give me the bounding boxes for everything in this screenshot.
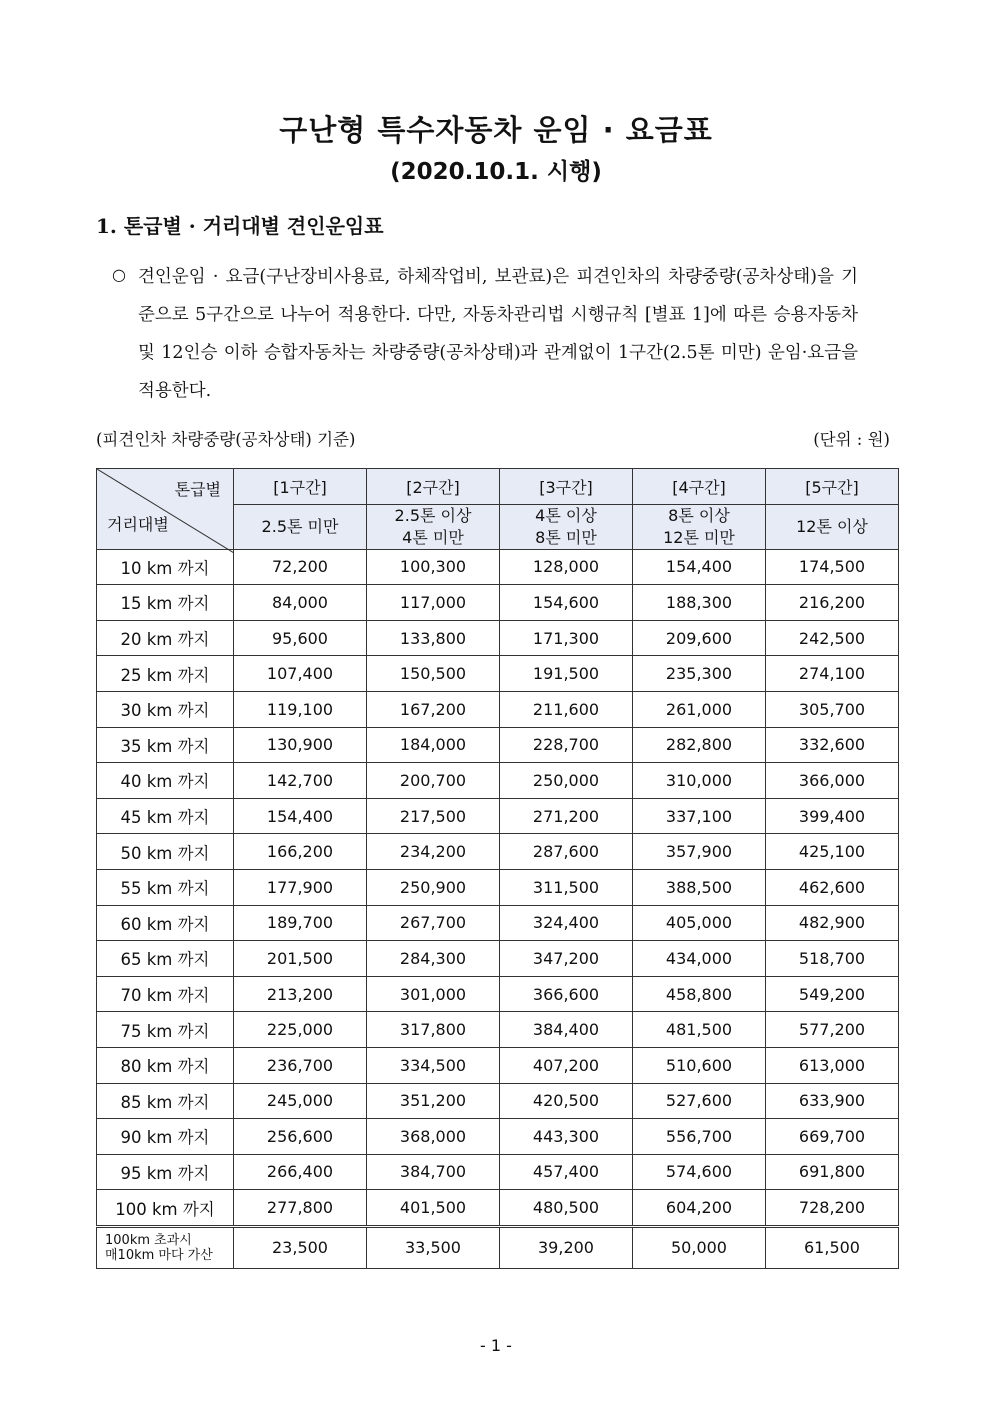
section-header-1: [1구간] xyxy=(234,469,367,505)
fare-cell: 310,000 xyxy=(633,763,766,799)
fare-cell: 211,600 xyxy=(500,691,633,727)
basis-note: (피견인차 차량중량(공차상태) 기준) xyxy=(96,430,356,449)
corner-label-tonnage: 톤급별 xyxy=(174,480,221,499)
table-row xyxy=(97,1154,899,1190)
distance-cell: 65 km 까지 xyxy=(97,941,234,977)
fare-cell: 434,000 xyxy=(633,941,766,977)
fare-cell: 209,600 xyxy=(633,620,766,656)
fare-cell: 549,200 xyxy=(766,976,899,1012)
fare-cell: 405,000 xyxy=(633,905,766,941)
table-row xyxy=(97,656,899,692)
fare-cell: 556,700 xyxy=(633,1119,766,1155)
range-header-line: 4톤 미만 xyxy=(402,527,464,547)
fare-cell: 351,200 xyxy=(367,1083,500,1119)
fare-cell: 213,200 xyxy=(234,976,367,1012)
unit-note: (단위 : 원) xyxy=(813,430,890,449)
fare-cell: 518,700 xyxy=(766,941,899,977)
distance-cell: 75 km 까지 xyxy=(97,1012,234,1048)
fare-cell: 200,700 xyxy=(367,763,500,799)
fare-cell: 457,400 xyxy=(500,1154,633,1190)
fare-cell: 305,700 xyxy=(766,691,899,727)
range-header-line: 2.5톤 미만 xyxy=(261,516,339,536)
fare-cell: 242,500 xyxy=(766,620,899,656)
section-heading: 1. 톤급별 · 거리대별 견인운임표 xyxy=(96,214,384,238)
surcharge-label-line: 매10km 마다 가산 xyxy=(105,1247,213,1263)
fare-cell: 128,000 xyxy=(500,549,633,585)
fare-cell: 236,700 xyxy=(234,1047,367,1083)
fare-cell: 357,900 xyxy=(633,834,766,870)
fare-cell: 267,700 xyxy=(367,905,500,941)
range-header-5 xyxy=(766,504,899,549)
fare-cell: 337,100 xyxy=(633,798,766,834)
fare-cell: 527,600 xyxy=(633,1083,766,1119)
fare-cell: 669,700 xyxy=(766,1119,899,1155)
fare-cell: 324,400 xyxy=(500,905,633,941)
range-header-line: 4톤 이상 xyxy=(535,505,597,525)
description-paragraph: 견인운임 · 요금(구난장비사용료, 하체작업비, 보관료)은 피견인차의 차량중량(공차상태)을 기준으로 5구간으로 나누어 적용한다. 다만, 자동차관리법 시행규칙 [별표 1]에 따른 승용자동차 및 12인승 이하 승합자동차는 차량중량(공차상태)과 관계없이 1구간(2.5톤 미만) 운임·요금을 적용한다. xyxy=(138,267,858,401)
fare-cell: 334,500 xyxy=(367,1047,500,1083)
distance-cell: 55 km 까지 xyxy=(97,869,234,905)
fare-cell: 366,000 xyxy=(766,763,899,799)
fare-cell: 368,000 xyxy=(367,1119,500,1155)
fare-cell: 235,300 xyxy=(633,656,766,692)
table-row xyxy=(97,1119,899,1155)
fare-cell: 462,600 xyxy=(766,869,899,905)
distance-cell: 50 km 까지 xyxy=(97,834,234,870)
fare-cell: 191,500 xyxy=(500,656,633,692)
fare-cell: 171,300 xyxy=(500,620,633,656)
table-row xyxy=(97,620,899,656)
table-row xyxy=(97,691,899,727)
fare-cell: 388,500 xyxy=(633,869,766,905)
fare-cell: 317,800 xyxy=(367,1012,500,1048)
distance-cell: 85 km 까지 xyxy=(97,1083,234,1119)
distance-cell: 100 km 까지 xyxy=(97,1190,234,1227)
fare-cell: 72,200 xyxy=(234,549,367,585)
rate-table-body xyxy=(97,549,899,1268)
fare-cell: 420,500 xyxy=(500,1083,633,1119)
section-header-2: [2구간] xyxy=(367,469,500,505)
page-subtitle: (2020.10.1. 시행) xyxy=(390,159,602,185)
fare-cell: 480,500 xyxy=(500,1190,633,1227)
distance-cell: 70 km 까지 xyxy=(97,976,234,1012)
range-header-line: 12톤 이상 xyxy=(796,516,868,536)
fare-cell: 443,300 xyxy=(500,1119,633,1155)
surcharge-cell: 39,200 xyxy=(500,1226,633,1268)
table-row xyxy=(97,585,899,621)
fare-cell: 166,200 xyxy=(234,834,367,870)
range-header-line: 8톤 이상 xyxy=(668,505,730,525)
page-title: 구난형 특수자동차 운임 · 요금표 xyxy=(279,113,713,147)
distance-cell: 25 km 까지 xyxy=(97,656,234,692)
fare-cell: 574,600 xyxy=(633,1154,766,1190)
fare-cell: 250,900 xyxy=(367,869,500,905)
distance-cell: 60 km 까지 xyxy=(97,905,234,941)
fare-cell: 261,000 xyxy=(633,691,766,727)
fare-cell: 250,000 xyxy=(500,763,633,799)
fare-cell: 613,000 xyxy=(766,1047,899,1083)
fare-cell: 154,600 xyxy=(500,585,633,621)
fare-cell: 225,000 xyxy=(234,1012,367,1048)
fare-cell: 384,700 xyxy=(367,1154,500,1190)
bullet-icon: ○ xyxy=(112,265,126,284)
distance-cell: 40 km 까지 xyxy=(97,763,234,799)
section-header-5: [5구간] xyxy=(766,469,899,505)
surcharge-label-line: 100km 초과시 xyxy=(105,1232,192,1248)
fare-cell: 604,200 xyxy=(633,1190,766,1227)
table-corner-header xyxy=(97,469,234,550)
fare-cell: 407,200 xyxy=(500,1047,633,1083)
fare-cell: 401,500 xyxy=(367,1190,500,1227)
fare-cell: 234,200 xyxy=(367,834,500,870)
fare-cell: 274,100 xyxy=(766,656,899,692)
range-header-4 xyxy=(633,504,766,549)
fare-cell: 107,400 xyxy=(234,656,367,692)
table-row xyxy=(97,869,899,905)
fare-cell: 282,800 xyxy=(633,727,766,763)
fare-cell: 154,400 xyxy=(234,798,367,834)
distance-cell: 95 km 까지 xyxy=(97,1154,234,1190)
surcharge-label-cell xyxy=(97,1226,234,1268)
rate-table xyxy=(96,468,899,1269)
fare-cell: 228,700 xyxy=(500,727,633,763)
fare-cell: 256,600 xyxy=(234,1119,367,1155)
fare-cell: 142,700 xyxy=(234,763,367,799)
fare-cell: 728,200 xyxy=(766,1190,899,1227)
distance-cell: 35 km 까지 xyxy=(97,727,234,763)
fare-cell: 384,400 xyxy=(500,1012,633,1048)
fare-cell: 332,600 xyxy=(766,727,899,763)
distance-cell: 90 km 까지 xyxy=(97,1119,234,1155)
table-row xyxy=(97,549,899,585)
fare-cell: 510,600 xyxy=(633,1047,766,1083)
fare-cell: 119,100 xyxy=(234,691,367,727)
range-header-1 xyxy=(234,504,367,549)
fare-cell: 216,200 xyxy=(766,585,899,621)
fare-cell: 95,600 xyxy=(234,620,367,656)
surcharge-cell: 23,500 xyxy=(234,1226,367,1268)
fare-cell: 188,300 xyxy=(633,585,766,621)
fare-cell: 201,500 xyxy=(234,941,367,977)
surcharge-cell: 61,500 xyxy=(766,1226,899,1268)
fare-cell: 266,400 xyxy=(234,1154,367,1190)
fare-cell: 133,800 xyxy=(367,620,500,656)
fare-cell: 177,900 xyxy=(234,869,367,905)
fare-cell: 174,500 xyxy=(766,549,899,585)
table-row xyxy=(97,834,899,870)
surcharge-cell: 50,000 xyxy=(633,1226,766,1268)
fare-cell: 84,000 xyxy=(234,585,367,621)
fare-cell: 117,000 xyxy=(367,585,500,621)
fare-cell: 217,500 xyxy=(367,798,500,834)
table-row xyxy=(97,1190,899,1227)
table-row xyxy=(97,1012,899,1048)
table-row xyxy=(97,1047,899,1083)
fare-cell: 366,600 xyxy=(500,976,633,1012)
table-row xyxy=(97,763,899,799)
table-row xyxy=(97,798,899,834)
fare-cell: 301,000 xyxy=(367,976,500,1012)
distance-cell: 15 km 까지 xyxy=(97,585,234,621)
fare-cell: 277,800 xyxy=(234,1190,367,1227)
surcharge-row xyxy=(97,1226,899,1268)
section-header-3: [3구간] xyxy=(500,469,633,505)
fare-cell: 458,800 xyxy=(633,976,766,1012)
range-header-3 xyxy=(500,504,633,549)
fare-cell: 425,100 xyxy=(766,834,899,870)
range-header-line: 12톤 미만 xyxy=(663,527,735,547)
fare-cell: 245,000 xyxy=(234,1083,367,1119)
fare-cell: 633,900 xyxy=(766,1083,899,1119)
distance-cell: 10 km 까지 xyxy=(97,549,234,585)
fare-cell: 167,200 xyxy=(367,691,500,727)
fare-cell: 150,500 xyxy=(367,656,500,692)
table-row xyxy=(97,976,899,1012)
fare-cell: 154,400 xyxy=(633,549,766,585)
distance-cell: 45 km 까지 xyxy=(97,798,234,834)
fare-cell: 311,500 xyxy=(500,869,633,905)
distance-cell: 20 km 까지 xyxy=(97,620,234,656)
fare-cell: 347,200 xyxy=(500,941,633,977)
range-header-2 xyxy=(367,504,500,549)
surcharge-cell: 33,500 xyxy=(367,1226,500,1268)
page-number: - 1 - xyxy=(480,1336,512,1355)
fare-cell: 271,200 xyxy=(500,798,633,834)
table-row xyxy=(97,727,899,763)
fare-cell: 481,500 xyxy=(633,1012,766,1048)
table-row xyxy=(97,905,899,941)
fare-cell: 284,300 xyxy=(367,941,500,977)
fare-cell: 184,000 xyxy=(367,727,500,763)
fare-cell: 130,900 xyxy=(234,727,367,763)
table-row xyxy=(97,1083,899,1119)
fare-cell: 482,900 xyxy=(766,905,899,941)
range-header-line: 8톤 미만 xyxy=(535,527,597,547)
fare-cell: 577,200 xyxy=(766,1012,899,1048)
fare-cell: 287,600 xyxy=(500,834,633,870)
table-row xyxy=(97,941,899,977)
fare-cell: 189,700 xyxy=(234,905,367,941)
distance-cell: 80 km 까지 xyxy=(97,1047,234,1083)
fare-cell: 691,800 xyxy=(766,1154,899,1190)
fare-cell: 100,300 xyxy=(367,549,500,585)
section-header-4: [4구간] xyxy=(633,469,766,505)
distance-cell: 30 km 까지 xyxy=(97,691,234,727)
corner-label-distance: 거리대별 xyxy=(107,514,169,534)
fare-cell: 399,400 xyxy=(766,798,899,834)
range-header-line: 2.5톤 이상 xyxy=(394,505,472,525)
